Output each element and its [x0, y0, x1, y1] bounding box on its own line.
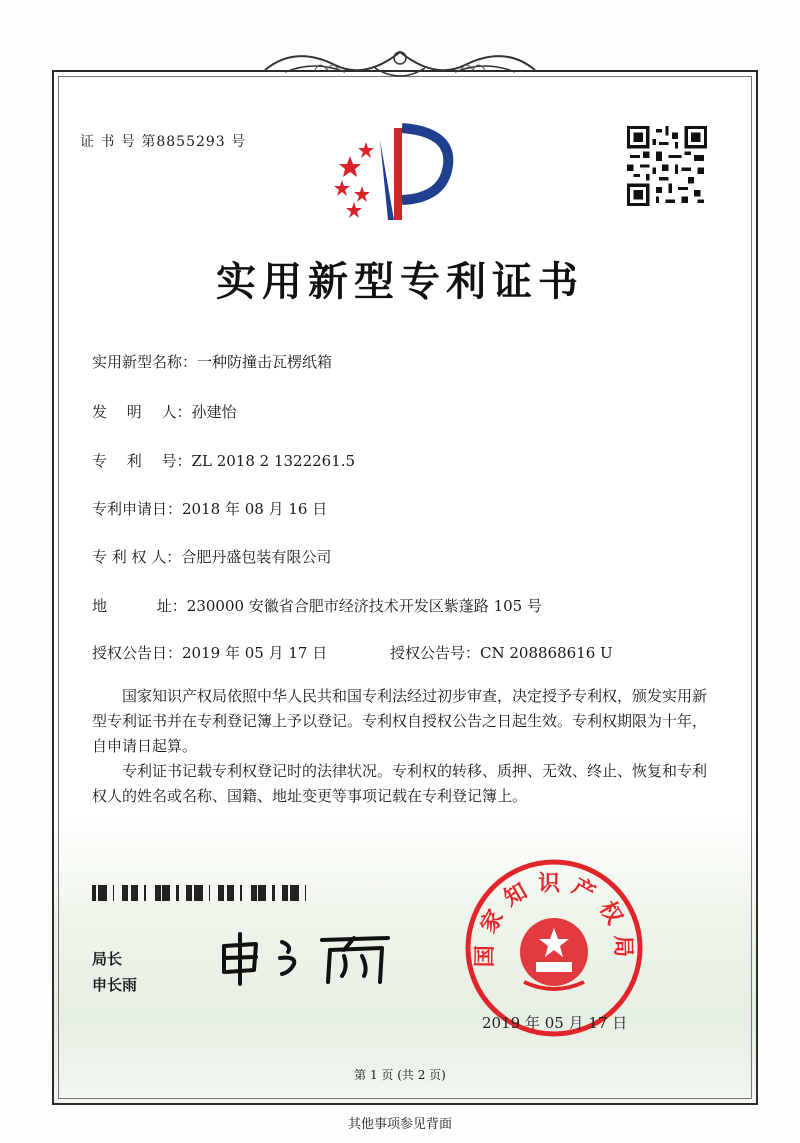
- grant-date-value: 2019 年 05 月 17 日: [182, 644, 328, 662]
- utility-name-value: 一种防撞击瓦楞纸箱: [197, 353, 333, 371]
- grant-date-row: [92, 642, 327, 663]
- seal-date: 2019 年 05 月 17 日: [482, 1014, 628, 1032]
- barcode-icon: [92, 885, 312, 901]
- filing-date-row: [92, 498, 327, 519]
- certificate-body: [92, 684, 712, 809]
- body-paragraph-1: 国家知识产权局依照中华人民共和国专利法经过初步审查，决定授予专利权，颁发实用新型专利证书并在专利登记簿上予以登记。专利权自授权公告之日起生效。专利权期限为十年，自申请日起算。: [92, 687, 708, 755]
- seal-text: 国家知识产权局: [472, 871, 636, 968]
- patentee-label: 专 利 权 人：: [92, 548, 182, 566]
- address-row: [92, 595, 542, 616]
- patentee-value: 合肥丹盛包装有限公司: [181, 548, 332, 566]
- address-value: 230000 安徽省合肥市经济技术开发区紫蓬路 105 号: [186, 597, 542, 615]
- page-number: 第 1 页 (共 2 页): [354, 1068, 446, 1082]
- signature-icon: [212, 928, 402, 988]
- patentee-row: [92, 546, 331, 567]
- utility-name-row: [92, 351, 332, 372]
- patent-number-row: [92, 450, 355, 471]
- patent-number-label: 专 利 号：: [92, 452, 192, 470]
- address-label: 地 址：: [92, 597, 187, 615]
- certificate-number: 证 书 号 第8855293 号: [80, 134, 247, 150]
- qr-code-icon: [627, 126, 707, 206]
- director-title: 局长: [92, 950, 123, 968]
- inventor-row: [92, 401, 237, 422]
- grant-number-value: CN 208868616 U: [480, 644, 613, 662]
- filing-date-value: 2018 年 08 月 16 日: [182, 500, 328, 518]
- inventor-label: 发 明 人：: [92, 403, 192, 421]
- grant-date-label: 授权公告日：: [92, 644, 183, 662]
- body-paragraph-2: 专利证书记载专利权登记时的法律状况。专利权的转移、质押、无效、终止、恢复和专利权人的姓名或名称、国籍、地址变更等事项记载在专利登记簿上。: [92, 762, 708, 805]
- utility-name-label: 实用新型名称：: [92, 353, 198, 371]
- ornament-icon: [255, 40, 545, 90]
- grant-number-label: 授权公告号：: [390, 644, 481, 662]
- inventor-value: 孙建怡: [191, 403, 237, 421]
- back-note: 其他事项参见背面: [347, 1117, 452, 1132]
- director-name: 申长雨: [92, 976, 138, 994]
- patent-logo-icon: [332, 120, 462, 230]
- patent-number-value: ZL 2018 2 1322261.5: [191, 452, 356, 470]
- filing-date-label: 专利申请日：: [92, 500, 183, 518]
- grant-number-row: [390, 642, 613, 663]
- certificate-title: 实用新型专利证书: [216, 258, 584, 305]
